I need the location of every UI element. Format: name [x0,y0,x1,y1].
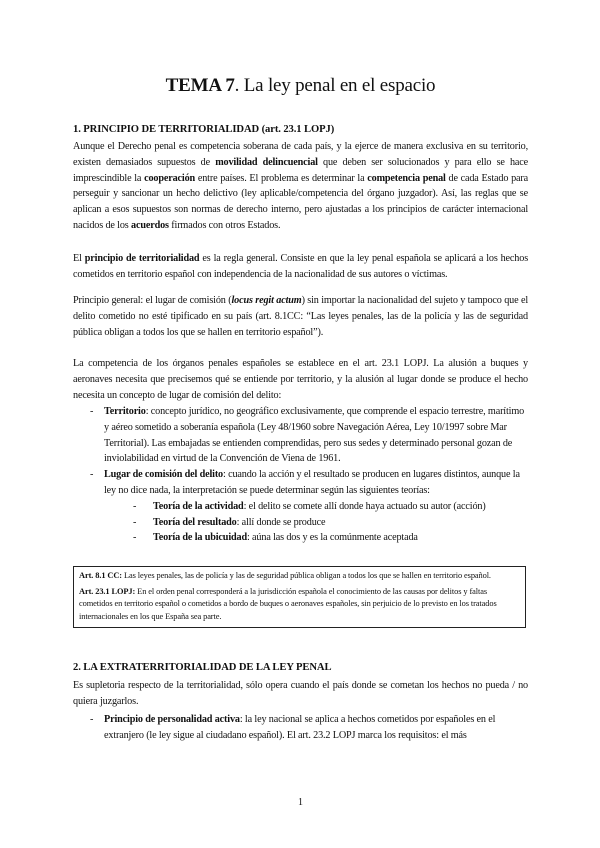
list-item: - Principio de personalidad activa: la ley nacional se aplica a hechos cometidos por españoles en el extranjero (le ley sigue al ciudadano español). El art. 23.2 LOPJ marca los requisitos: el más [90,714,496,741]
page-number: 1 [298,797,303,808]
section-1-paragraph-4: La competencia de los órganos penales españoles se establece en el art. 23.1 LOPJ. La alusión a buques y aeronaves necesita que precisemos qué se entiende por territorio, y la alusión al lugar donde se produce el hecho necesita un concepto de lugar de comisión del delito: [73,358,528,401]
box-paragraph: Art. 8.1 CC: Las leyes penales, las de policía y las de seguridad pública obligan a todos los que se hallen en territorio español. [79,571,491,580]
legal-reference-box [73,566,526,628]
list-item: - Territorio: concepto jurídico, no geográfico exclusivamente, que comprende el espacio terrestre, marítimo y aéreo sometido a soberanía española (Ley 48/1960 sobre Navegación Aérea, Ley 10/1997 sobre Mar Territorial). Las embajadas se entienden comprendidas, pero sus sedes y determinado personal gozan de inviolabilidad en virtud de la Convención de Viena de 1961. [90,406,525,465]
box-paragraph: Art. 23.1 LOPJ: En el orden penal corresponderá a la jurisdicción española el conocimiento de las causas por delitos y faltas cometidos en territorio español o cometidos a bordo de buques o aeronaves españoles, sin perjuicio de lo previsto en los tratados internacionales en los que España sea parte. [79,587,497,621]
section-1-heading: 1. PRINCIPIO DE TERRITORIALIDAD (art. 23.1 LOPJ) [73,124,335,135]
title-prefix: TEMA 7 [165,75,235,96]
section-1-paragraph-2: El principio de territorialidad es la regla general. Consiste en que la ley penal española se aplicará a los hechos cometidos en territorio español con independencia de la nacionalidad de sus autores o víctimas. [73,253,529,280]
list-item: - Lugar de comisión del delito: cuando la acción y el resultado se producen en lugares distintos, aunque la ley no dice nada, la interpretación se puede determinar según las siguientes teorías: [90,469,520,496]
section-2-paragraph-1: Es supletoria respecto de la territorialidad, sólo opera cuando el país donde se cometan los hechos no pueda / no quiera juzgarlos. [73,680,528,707]
page-title [73,75,528,97]
sub-list-item: - Teoría de la actividad: el delito se comete allí donde haya actuado su autor (acción) [133,500,486,512]
section-1-paragraph-1: Aunque el Derecho penal es competencia soberana de cada país, y la ejerce de manera exclusiva en su territorio, existen demasiados supuestos de movilidad delincuencial que deben ser solucionados y para ello se hace imprescindible la cooperación entre países. El problema es determinar la competencia penal de cada Estado para perseguir y sancionar un hecho delictivo (ley aplicable/competencia del órgano juzgador). Así, las reglas que se aplican a esos supuestos son normas de derecho interno, pero ajustadas a los principios de carácter internacional nacidos de los acuerdos firmados con otros Estados. [73,141,529,231]
section-1-paragraph-3: Principio general: el lugar de comisión (locus regit actum) sin importar la nacionalidad del sujeto y tampoco que el delito cometido no esté tipificado en su país (art. 8.1CC: “Las leyes penales, las de la policía y las de seguridad pública obligan a todos los que se hallen en territorio español”). [73,295,528,338]
sub-list-item: - Teoría de la ubicuidad: aúna las dos y es la comúnmente aceptada [133,532,418,544]
section-1-list [73,404,528,546]
title-rest: . La ley penal en el espacio [234,75,436,96]
section-2-list [73,712,528,744]
section-2-heading: 2. LA EXTRATERRITORIALIDAD DE LA LEY PENAL [73,662,332,673]
sub-list-item: - Teoría del resultado: allí donde se produce [133,516,326,528]
